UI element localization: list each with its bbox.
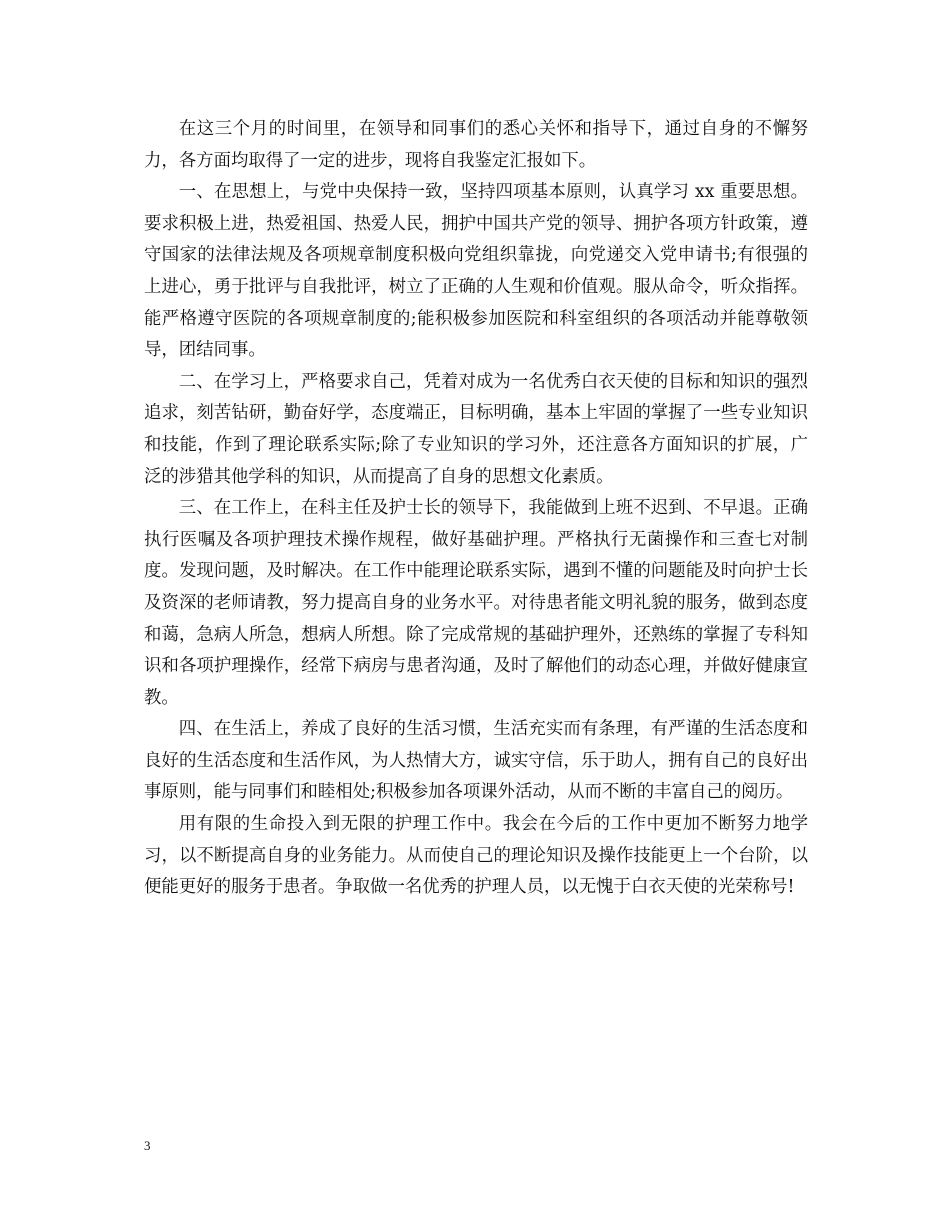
paragraph-life: 四、在生活上，养成了良好的生活习惯，生活充实而有条理，有严谨的生活态度和良好的生活态度和生活作风，为人热情大方，诚实守信，乐于助人，拥有自己的良好出事原则，能与同事们和睦相处;积极参加各项课外活动，从而不断的丰富自己的阅历。 (144, 719, 808, 803)
paragraph-conclusion: 用有限的生命投入到无限的护理工作中。我会在今后的工作中更加不断努力地学习，以不断提高自身的业务能力。从而使自己的理论知识及操作技能更上一个台阶，以便能更好的服务于患者。争取做一名优秀的护理人员，以无愧于白衣天使的光荣称号! (144, 814, 808, 898)
document-body (144, 114, 808, 904)
paragraph-work: 三、在工作上，在科主任及护士长的领导下，我能做到上班不迟到、不早退。正确执行医嘱及各项护理技术操作规程，做好基础护理。严格执行无菌操作和三查七对制度。发现问题，及时解决。在工作中能理论联系实际，遇到不懂的问题能及时向护士长及资深的老师请教，努力提高自身的业务水平。对待患者能文明礼貌的服务，做到态度和蔼，急病人所急，想病人所想。除了完成常规的基础护理外，还熟练的掌握了专科知识和各项护理操作，经常下病房与患者沟通，及时了解他们的动态心理，并做好健康宣教。 (144, 498, 808, 708)
paragraph-study: 二、在学习上，严格要求自己，凭着对成为一名优秀白衣天使的目标和知识的强烈追求，刻苦钻研，勤奋好学，态度端正，目标明确，基本上牢固的掌握了一些专业知识和技能，作到了理论联系实际;除了专业知识的学习外，还注意各方面知识的扩展，广泛的涉猎其他学科的知识，从而提高了自身的思想文化素质。 (144, 371, 808, 487)
page-number: 3 (144, 1138, 151, 1153)
paragraph-intro: 在这三个月的时间里，在领导和同事们的悉心关怀和指导下，通过自身的不懈努力，各方面均取得了一定的进步，现将自我鉴定汇报如下。 (144, 119, 808, 171)
paragraph-ideology: 一、在思想上，与党中央保持一致，坚持四项基本原则，认真学习 xx 重要思想。要求积极上进，热爱祖国、热爱人民，拥护中国共产党的领导、拥护各项方针政策，遵守国家的法律法规及各项规章制度积极向党组织靠拢，向党递交入党申请书;有很强的上进心，勇于批评与自我批评，树立了正确的人生观和价值观。服从命令，听众指挥。能严格遵守医院的各项规章制度的;能积极参加医院和科室组织的各项活动并能尊敬领导，团结同事。 (144, 182, 808, 361)
